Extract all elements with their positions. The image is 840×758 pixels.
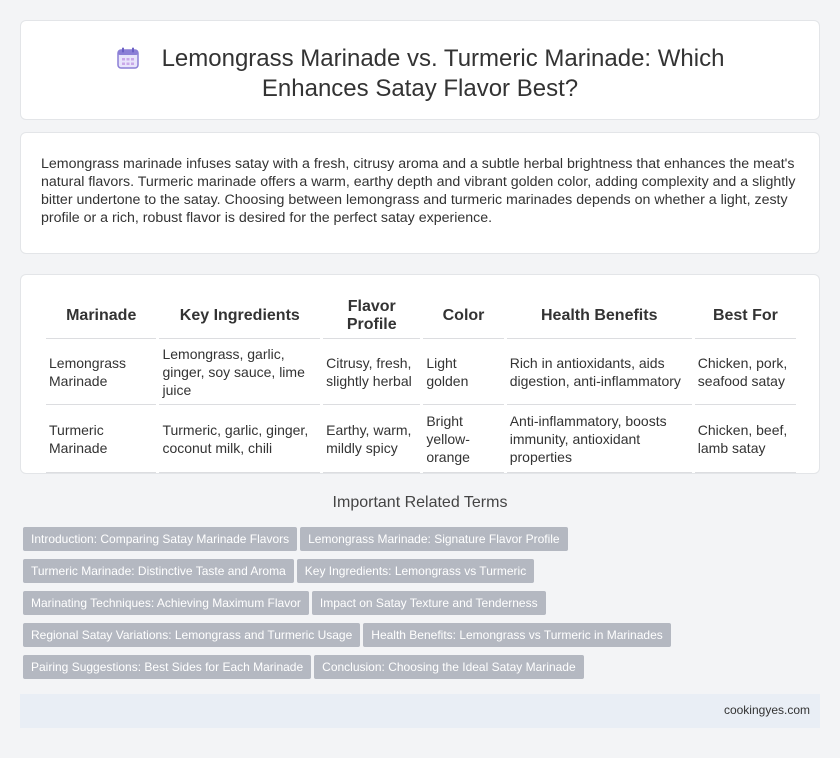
comparison-table-card [20, 274, 820, 474]
table-cell: Chicken, beef, lamb satay [695, 405, 796, 473]
footer-site-link[interactable]: cookingyes.com [723, 703, 810, 717]
table-header-cell: Best For [695, 295, 796, 339]
page-title: Lemongrass Marinade vs. Turmeric Marinade: Which Enhances Satay Flavor Best? [161, 45, 725, 102]
related-term-tag[interactable]: Health Benefits: Lemongrass vs Turmeric in Marinades [363, 623, 670, 647]
table-cell: Earthy, warm, mildly spicy [323, 405, 420, 473]
table-row [46, 339, 796, 405]
related-term-tag[interactable]: Key Ingredients: Lemongrass vs Turmeric [297, 559, 534, 583]
table-header-cell: Health Benefits [507, 295, 692, 339]
title-card [20, 20, 820, 120]
table-header-cell: Color [423, 295, 503, 339]
table-cell: Chicken, pork, seafood satay [695, 339, 796, 405]
table-cell: Turmeric Marinade [46, 405, 156, 473]
related-term-tag[interactable]: Pairing Suggestions: Best Sides for Each Marinade [23, 655, 311, 679]
table-cell: Citrusy, fresh, slightly herbal [323, 339, 420, 405]
tag-row [23, 623, 723, 655]
table-cell: Rich in antioxidants, aids digestion, anti-inflammatory [507, 339, 692, 405]
tag-row [23, 655, 723, 687]
table-cell: Lemongrass, garlic, ginger, soy sauce, lime juice [159, 339, 320, 405]
related-term-tag[interactable]: Impact on Satay Texture and Tenderness [312, 591, 546, 615]
intro-paragraph: Lemongrass marinade infuses satay with a fresh, citrusy aroma and a subtle herbal brightness that enhances the meat's natural flavors. Turmeric marinade offers a warm, earthy depth and vibrant golden color, adding complexity and a slightly bitter undertone to the satay. Choosing between lemongrass and turmeric marinades depends on whether a light, zesty profile or a rich, robust flavor is desired for the perfect satay experience. [41, 156, 796, 226]
related-term-tag[interactable]: Introduction: Comparing Satay Marinade Flavors [23, 527, 297, 551]
related-terms-list [23, 527, 723, 687]
intro-card [20, 132, 820, 254]
comparison-table [43, 295, 799, 473]
related-term-tag[interactable]: Marinating Techniques: Achieving Maximum Flavor [23, 591, 309, 615]
table-header-cell: Flavor Profile [323, 295, 420, 339]
table-cell: Lemongrass Marinade [46, 339, 156, 405]
calendar-icon [116, 47, 140, 69]
table-cell: Light golden [423, 339, 503, 405]
footer [20, 694, 820, 728]
table-cell: Turmeric, garlic, ginger, coconut milk, chili [159, 405, 320, 473]
related-term-tag[interactable]: Lemongrass Marinade: Signature Flavor Profile [300, 527, 567, 551]
tag-row [23, 591, 723, 623]
table-cell: Bright yellow-orange [423, 405, 503, 473]
table-cell: Anti-inflammatory, boosts immunity, antioxidant properties [507, 405, 692, 473]
tag-row [23, 527, 723, 559]
table-header-cell: Marinade [46, 295, 156, 339]
table-header-cell: Key Ingredients [159, 295, 320, 339]
related-term-tag[interactable]: Turmeric Marinade: Distinctive Taste and Aroma [23, 559, 294, 583]
related-term-tag[interactable]: Conclusion: Choosing the Ideal Satay Marinade [314, 655, 584, 679]
table-header-row [46, 295, 796, 339]
related-term-tag[interactable]: Regional Satay Variations: Lemongrass and Turmeric Usage [23, 623, 360, 647]
page-title-container [61, 44, 779, 104]
table-row [46, 405, 796, 473]
related-terms-heading: Important Related Terms [332, 494, 508, 511]
tag-row [23, 559, 723, 591]
